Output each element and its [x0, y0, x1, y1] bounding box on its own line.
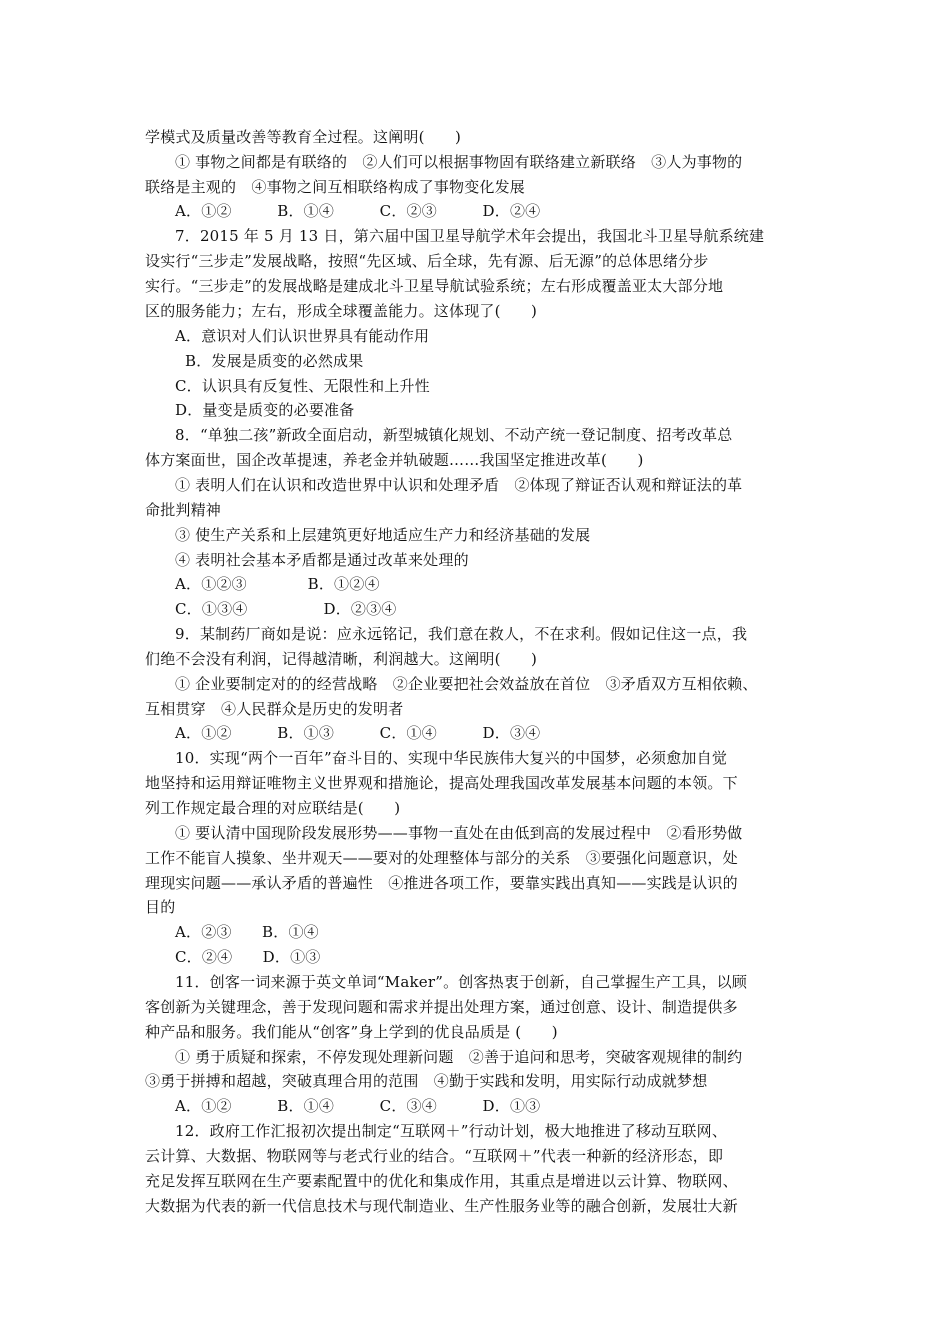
text-line: 学模式及质量改善等教育全过程。这阐明( ) [145, 128, 462, 146]
text-line: 11．创客一词来源于英文单词“Maker”。创客热衷于创新，自己掌握生产工具，以顾 [175, 973, 748, 991]
text-line: 大数据为代表的新一代信息技术与现代制造业、生产性服务业等的融合创新，发展壮大新 [145, 1197, 738, 1215]
text-line: ④ 表明社会基本矛盾都是通过改革来处理的 [175, 551, 469, 569]
text-line: ① 要认清中国现阶段发展形势——事物一直处在由低到高的发展过程中 ②看形势做 [175, 824, 743, 842]
text-line: 命批判精神 [145, 501, 222, 519]
text-line: D．量变是质变的必要准备 [175, 401, 355, 419]
text-line: 云计算、大数据、物联网等与老式行业的结合。“互联网＋”代表一种新的经济形态，即 [145, 1147, 724, 1165]
text-line: A．意识对人们认识世界具有能动作用 [175, 327, 430, 345]
text-line: A．①② B．①④ C．③④ D．①③ [175, 1097, 541, 1115]
text-line: 充足发挥互联网在生产要素配置中的优化和集成作用，其重点是增进以云计算、物联网、 [145, 1172, 738, 1190]
text-line: 10．实现“两个一百年”奋斗目的、实现中华民族伟大复兴的中国梦，必须愈加自觉 [175, 749, 728, 767]
text-line: ③勇于拼搏和超越，突破真理合用的范围 ④勤于实践和发明，用实际行动成就梦想 [145, 1072, 708, 1090]
text-line: 客创新为关键理念，善于发现问题和需求并提出处理方案，通过创意、设计、制造提供多 [145, 998, 738, 1016]
text-line: ① 企业要制定对的的经营战略 ②企业要把社会效益放在首位 ③矛盾双方互相依赖、 [175, 675, 758, 693]
text-line: 种产品和服务。我们能从“创客”身上学到的优良品质是 ( ) [145, 1023, 558, 1041]
text-line: A．①② B．①③ C．①④ D．③④ [175, 724, 541, 742]
text-line: 体方案面世，国企改革提速，养老金并轨破题……我国坚定推进改革( ) [145, 451, 644, 469]
text-line: 实行。“三步走”的发展战略是建成北斗卫星导航试验系统；左右形成覆盖亚太大部分地 [145, 277, 724, 295]
text-line: 9．某制药厂商如是说：应永远铭记，我们意在救人，不在求利。假如记住这一点，我 [175, 625, 748, 643]
text-line: 地坚持和运用辩证唯物主义世界观和措施论，提高处理我国改革发展基本问题的本领。下 [145, 774, 738, 792]
text-line: A．②③ B．①④ [175, 923, 319, 941]
text-line: ① 事物之间都是有联络的 ②人们可以根据事物固有联络建立新联络 ③人为事物的 [175, 153, 743, 171]
text-line: 工作不能盲人摸象、坐井观天——要对的处理整体与部分的关系 ③要强化问题意识，处 [145, 849, 738, 867]
text-line: C．①③④ D．②③④ [175, 600, 397, 618]
text-line: 联络是主观的 ④事物之间互相联络构成了事物变化发展 [145, 178, 526, 196]
text-line: ① 勇于质疑和探索，不停发现处理新问题 ②善于追问和思考，突破客观规律的制约 [175, 1048, 743, 1066]
text-line: 设实行“三步走”发展战略，按照“先区域、后全球，先有源、后无源”的总体思绪分步 [145, 252, 709, 270]
text-line: 目的 [145, 898, 176, 916]
text-line: 7．2015 年 5 月 13 日，第六届中国卫星导航学术年会提出，我国北斗卫星导航系统建 [175, 227, 765, 245]
text-line: A．①②③ B．①②④ [175, 575, 380, 593]
text-line: C．认识具有反复性、无限性和上升性 [175, 377, 430, 395]
text-line: 互相贯穿 ④人民群众是历史的发明者 [145, 700, 404, 718]
text-line: 列工作规定最合理的对应联结是( ) [145, 799, 401, 817]
text-line: A．①② B．①④ C．②③ D．②④ [175, 202, 541, 220]
text-line: 们绝不会没有利润，记得越清晰，利润越大。这阐明( ) [145, 650, 538, 668]
text-line: ③ 使生产关系和上层建筑更好地适应生产力和经济基础的发展 [175, 526, 591, 544]
text-line: 12．政府工作汇报初次提出制定“互联网＋”行动计划，极大地推进了移动互联网、 [175, 1122, 728, 1140]
text-line: 8．“单独二孩”新政全面启动，新型城镇化规划、不动产统一登记制度、招考改革总 [175, 426, 733, 444]
text-line: C．②④ D．①③ [175, 948, 321, 966]
text-line: B．发展是质变的必然成果 [185, 352, 364, 370]
text-line: 区的服务能力；左右，形成全球覆盖能力。这体现了( ) [145, 302, 538, 320]
text-line: 理现实问题——承认矛盾的普遍性 ④推进各项工作，要靠实践出真知——实践是认识的 [145, 874, 738, 892]
text-line: ① 表明人们在认识和改造世界中认识和处理矛盾 ②体现了辩证否认观和辩证法的革 [175, 476, 743, 494]
